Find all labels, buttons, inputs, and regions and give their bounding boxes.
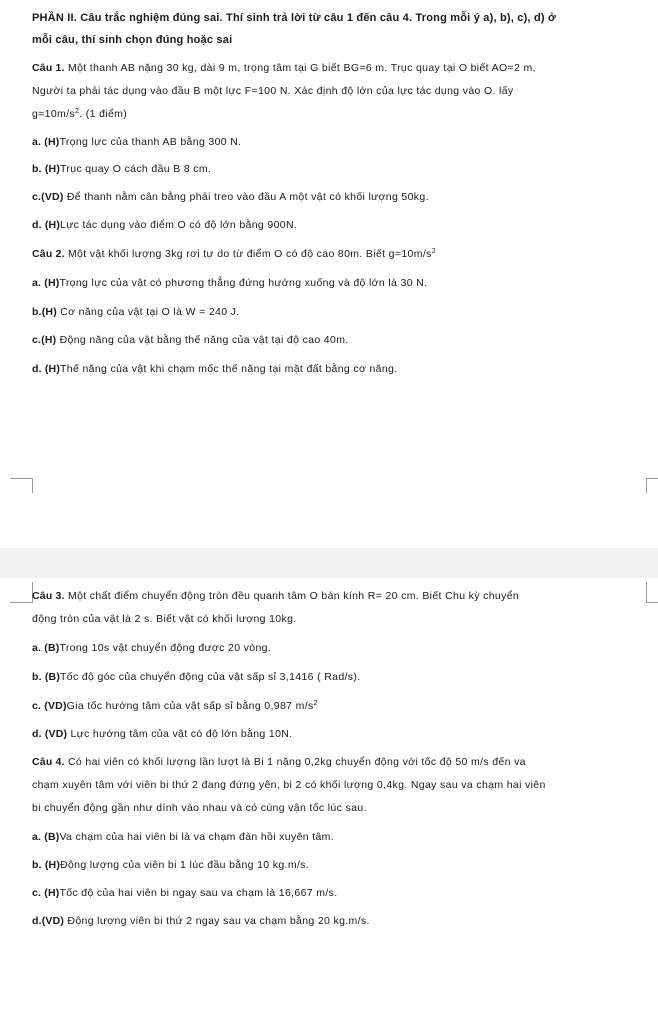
question-1-option-a: a. (H)Trọng lực của thanh AB bằng 300 N. (32, 136, 242, 148)
question-3-line-1: Câu 3. Một chất điểm chuyển động tròn đều quanh tâm O bán kính R= 20 cm. Biết Chu kỳ chuyển (32, 590, 520, 602)
question-4-line-2: chạm xuyên tâm với viên bi thứ 2 đang đứng yên, bi 2 có khối lượng 0,4kg. Ngay sau va chạm hai viên (32, 779, 546, 791)
question-4-line-1: Câu 4. Có hai viên có khối lượng lần lượt là Bi 1 nặng 0,2kg chuyển động với tốc độ 50 m/s đến va (32, 756, 526, 768)
question-1-option-c: c.(VD) Để thanh nằm cân bằng phải treo vào đầu A một vật có khối lượng 50kg. (32, 191, 429, 203)
page-corner-mark (10, 478, 33, 493)
question-1-line-1: Câu 1. Một thanh AB nặng 30 kg, dài 9 m, trọng tâm tại G biết BG=6 m. Trục quay tại O biết AO=2 m, (32, 62, 536, 74)
question-3-option-d: d. (VD) Lực hướng tâm của vật có độ lớn bằng 10N. (32, 728, 293, 740)
question-2-option-b: b.(H) Cơ năng của vật tại O là W = 240 J. (32, 306, 240, 318)
question-4-option-c: c. (H)Tốc độ của hai viên bi ngay sau va chạm là 16,667 m/s. (32, 887, 338, 899)
question-1-label: Câu 1. (32, 62, 65, 74)
question-4-option-a: a. (B)Va chạm của hai viên bi là va chạm đàn hồi xuyên tâm. (32, 831, 335, 843)
question-2-stem: Câu 2. Một vật khối lượng 3kg rơi tự do từ điểm O có độ cao 80m. Biết $g=10m/s^2$ (32, 248, 436, 260)
section-heading-line-2: mỗi câu, thí sinh chọn đúng hoặc sai (32, 34, 233, 46)
page-gap (0, 548, 658, 578)
question-1-line-3: $g=10m/s^2$. (1 điểm) (32, 108, 128, 120)
question-1-option-b: b. (H)Trục quay O cách đầu B 8 cm. (32, 163, 212, 175)
question-1-option-d: d. (H)Lực tác dụng vào điểm O có độ lớn bằng 900N. (32, 219, 298, 231)
page-1 (0, 0, 658, 492)
question-3-option-c: c. (VD)Gia tốc hướng tâm của vật sấp sỉ bằng 0,987 $m/s^2$ (32, 700, 318, 712)
question-3-label: Câu 3. (32, 590, 65, 602)
question-2-option-c: c.(H) Động năng của vật bằng thế năng của vật tại độ cao 40m. (32, 334, 349, 346)
question-2-option-d: d. (H)Thế năng của vật khi chạm mốc thế năng tại mặt đất bằng cơ năng. (32, 363, 398, 375)
question-2-option-a: a. (H)Trọng lực của vật có phương thẳng đứng hướng xuống và độ lớn là 30 N. (32, 277, 428, 289)
question-3-option-b: b. (B)Tốc độ góc của chuyển động của vật sấp sỉ 3,1416 ( Rad/s). (32, 671, 361, 683)
page-2 (0, 580, 658, 1010)
question-4-label: Câu 4. (32, 756, 65, 768)
question-3-option-a: a. (B)Trong 10s vật chuyển động được 20 vòng. (32, 642, 272, 654)
section-heading-line-1: PHẦN II. Câu trắc nghiệm đúng sai. Thí sinh trả lời từ câu 1 đến câu 4. Trong mỗi ý a), b), c), d) ở (32, 12, 557, 24)
question-4-line-3: bi chuyển động gần như dính vào nhau và có cùng vận tốc lúc sau. (32, 802, 367, 814)
question-4-option-b: b. (H)Động lượng của viên bi 1 lúc đầu bằng 10 kg.m/s. (32, 859, 310, 871)
question-4-option-d: d.(VD) Động lượng viên bi thứ 2 ngay sau va chạm bằng 20 kg.m/s. (32, 915, 370, 927)
question-2-label: Câu 2. (32, 248, 65, 260)
question-1-line-2: Người ta phải tác dụng vào đầu B một lực F=100 N. Xác định độ lớn của lực tác dụng vào O. lấy (32, 85, 514, 97)
page-corner-mark (646, 478, 658, 493)
question-3-line-2: động tròn của vật là 2 s. Biết vật có khối lượng 10kg. (32, 613, 297, 625)
